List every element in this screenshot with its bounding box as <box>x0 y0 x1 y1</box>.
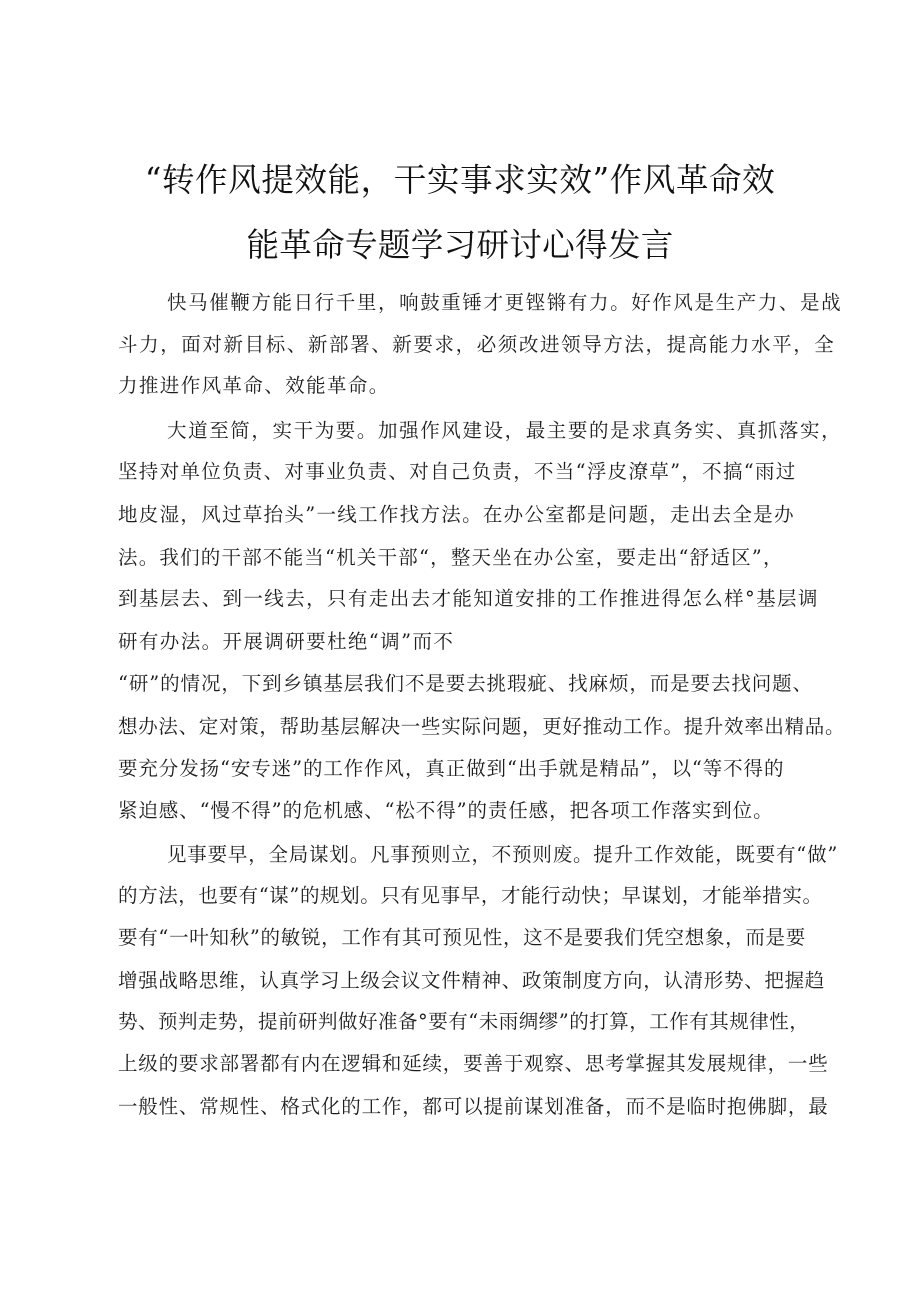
document-title-line-1: “转作风提效能，干实事求实效”作风革命效 <box>144 161 776 199</box>
text-line: 坚持对单位负责、对事业负责、对自己负责，不当“浮皮潦草”，不搞“雨过 <box>118 460 797 483</box>
text-line: 快马催鞭方能日行千里，响鼓重锤才更铿锵有力。好作风是生产力、是战 <box>167 291 843 314</box>
document-title-line-2: 能革命专题学习研讨心得发言 <box>246 226 674 264</box>
text-line: 势、预判走势，提前研判做好准备°要有“未雨绸缪”的打算，工作有其规律性， <box>118 1010 810 1033</box>
text-line: 要充分发扬“安专迷”的工作作风，真正做到“出手就是精品”，以“等不得的 <box>118 757 785 780</box>
text-line: 斗力，面对新目标、新部署、新要求，必须改进领导方法，提高能力水平，全 <box>118 333 836 356</box>
text-line: 大道至简，实干为要。加强作风建设，最主要的是求真务实、真抓落实， <box>167 419 843 442</box>
text-line: 研有办法。开展调研要杜绝“调”而不 <box>118 630 455 653</box>
text-line: 的方法，也要有“谋”的规划。只有见事早，才能行动快；早谋划，才能举措实。 <box>118 884 823 907</box>
text-line: 地皮湿，风过草抬头”一线工作找方法。在办公室都是问题，走出去全是办 <box>118 503 795 526</box>
text-line: 紧迫感、“慢不得”的危机感、“松不得”的责任感，把各项工作落实到位。 <box>118 799 774 822</box>
text-line: 增强战略思维，认真学习上级会议文件精神、政策制度方向，认清形势、把握趋 <box>118 969 826 992</box>
text-line: 一般性、常规性、格式化的工作，都可以提前谋划准备，而不是临时抱佛脚，最 <box>118 1095 829 1118</box>
text-line: “研”的情况，下到乡镇基层我们不是要去挑瑕疵、找麻烦，而是要去找问题、 <box>118 672 813 695</box>
text-line: 要有“一叶知秋”的敏锐，工作有其可预见性，这不是要我们凭空想象，而是要 <box>118 926 806 949</box>
text-line: 力推进作风革命、效能革命。 <box>118 374 390 397</box>
text-line: 法。我们的干部不能当“机关干部“，整天坐在办公室，要走出“舒适区”， <box>118 546 784 569</box>
text-line: 想办法、定对策，帮助基层解决一些实际问题，更好推动工作。提升效率出精品。 <box>118 715 846 738</box>
text-line: 上级的要求部署都有内在逻辑和延续，要善于观察、思考掌握其发展规律，一些 <box>118 1052 829 1075</box>
text-line: 见事要早，全局谋划。凡事预则立，不预则废。提升工作效能，既要有“做” <box>167 843 839 866</box>
text-line: 到基层去、到一线去，只有走出去才能知道安排的工作推进得怎么样°基层调 <box>118 587 819 610</box>
